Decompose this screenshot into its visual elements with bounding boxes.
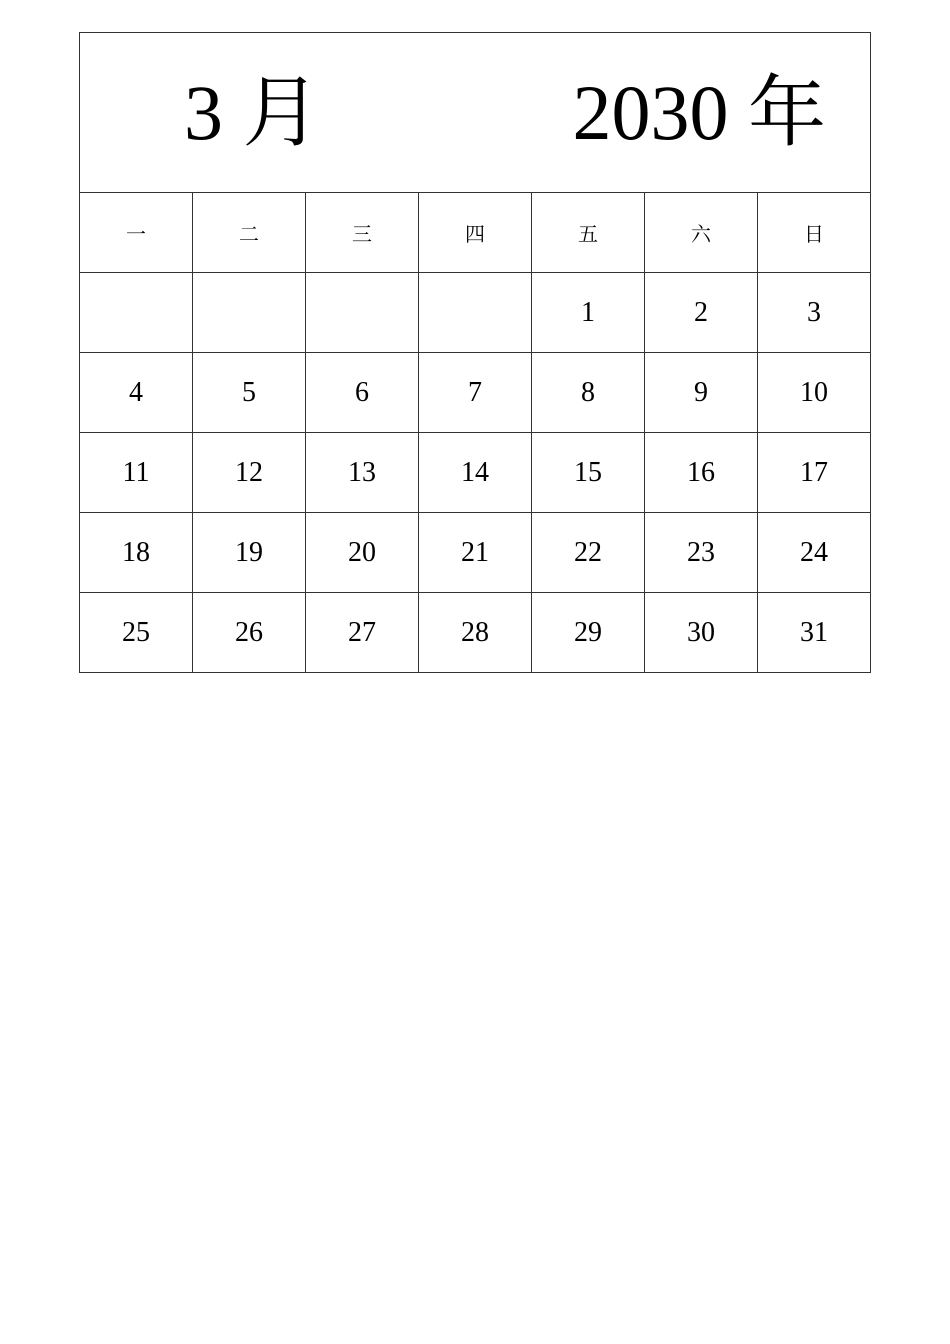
day-cell: 19: [193, 513, 306, 593]
weekday-mon: 一: [80, 193, 193, 273]
week-row-3: [80, 433, 871, 513]
day-cell: 15: [532, 433, 645, 513]
day-cell: 4: [80, 353, 193, 433]
day-cell: 26: [193, 593, 306, 673]
month-char: 月: [242, 68, 321, 158]
day-cell: 3: [758, 273, 871, 353]
day-cell: 5: [193, 353, 306, 433]
day-cell: 17: [758, 433, 871, 513]
year-char: 年: [747, 68, 826, 158]
day-cell: 1: [532, 273, 645, 353]
day-cell: 21: [419, 513, 532, 593]
weekday-sat: 六: [645, 193, 758, 273]
day-cell: 11: [80, 433, 193, 513]
calendar-header: [80, 33, 871, 193]
day-cell: 24: [758, 513, 871, 593]
weekday-header-row: [80, 193, 871, 273]
day-cell: 8: [532, 353, 645, 433]
day-cell: 13: [306, 433, 419, 513]
weekday-thu: 四: [419, 193, 532, 273]
month-title: [184, 69, 321, 157]
calendar-header-row: [80, 33, 871, 193]
day-cell: 14: [419, 433, 532, 513]
day-cell: 10: [758, 353, 871, 433]
day-cell: 12: [193, 433, 306, 513]
weekday-sun: 日: [758, 193, 871, 273]
weekday-wed: 三: [306, 193, 419, 273]
week-row-2: [80, 353, 871, 433]
day-cell: 29: [532, 593, 645, 673]
day-cell: 18: [80, 513, 193, 593]
day-cell: 28: [419, 593, 532, 673]
day-cell: 9: [645, 353, 758, 433]
day-cell: 23: [645, 513, 758, 593]
calendar-grid: [79, 32, 871, 673]
year-number: 2030: [572, 69, 729, 156]
week-row-4: [80, 513, 871, 593]
day-cell: 31: [758, 593, 871, 673]
day-cell: 7: [419, 353, 532, 433]
day-cell: 22: [532, 513, 645, 593]
day-cell: 2: [645, 273, 758, 353]
day-cell: [193, 273, 306, 353]
day-cell: 16: [645, 433, 758, 513]
day-cell: 20: [306, 513, 419, 593]
day-cell: 30: [645, 593, 758, 673]
day-cell: [306, 273, 419, 353]
week-row-1: [80, 273, 871, 353]
year-title: [572, 69, 826, 157]
day-cell: [80, 273, 193, 353]
day-cell: 27: [306, 593, 419, 673]
day-cell: 25: [80, 593, 193, 673]
day-cell: [419, 273, 532, 353]
month-number: 3: [184, 69, 223, 156]
week-row-5: [80, 593, 871, 673]
weekday-fri: 五: [532, 193, 645, 273]
day-cell: 6: [306, 353, 419, 433]
weekday-tue: 二: [193, 193, 306, 273]
